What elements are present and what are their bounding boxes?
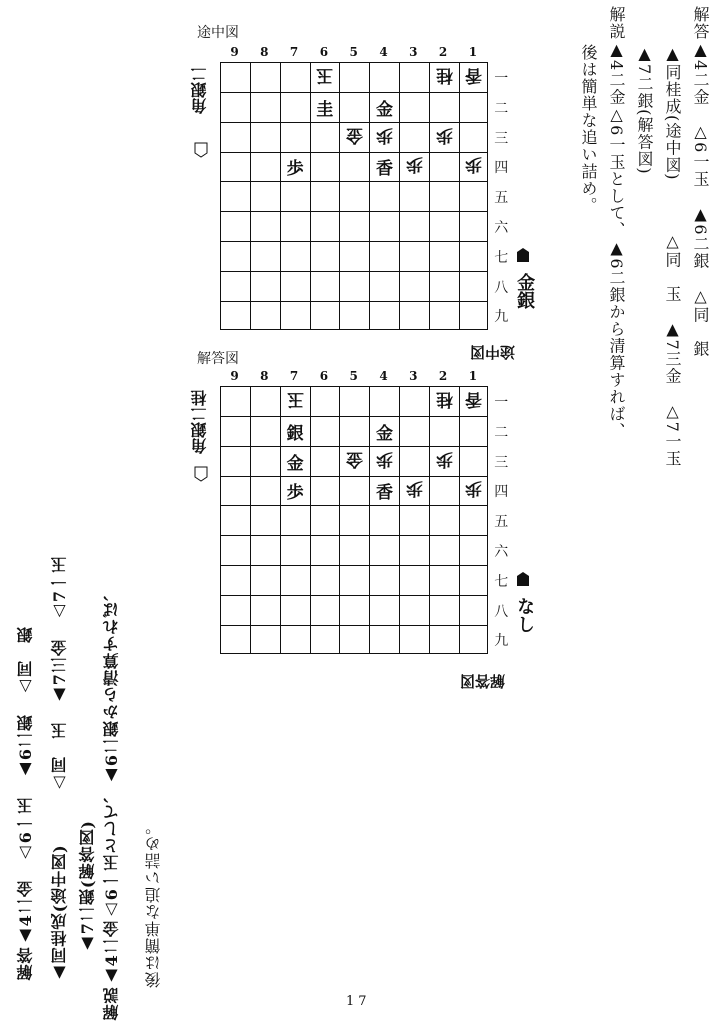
grid-line — [459, 63, 460, 329]
rank-number: 一 — [494, 71, 509, 87]
sente-mark-icon — [516, 571, 530, 587]
file-number: 6 — [319, 45, 329, 59]
grid-line — [459, 387, 460, 653]
rank-number: 二 — [494, 424, 509, 441]
rank-number: 七 — [494, 573, 509, 590]
file-number: 9 — [230, 45, 239, 59]
gote-hand: 角銀二 — [190, 66, 209, 114]
sente-hand: 金銀 — [514, 272, 536, 309]
grid-line — [280, 63, 281, 329]
rank-number: 六 — [494, 220, 509, 236]
file-number: 1 — [468, 369, 478, 383]
board-grid — [220, 386, 488, 654]
piece: 金 — [346, 124, 364, 145]
grid-line — [250, 387, 251, 653]
grid-line — [399, 387, 400, 653]
piece: 歩 — [435, 124, 453, 145]
page-number: 17 — [346, 994, 371, 1009]
piece: 香 — [465, 65, 483, 85]
file-number: 8 — [260, 45, 269, 59]
file-number: 7 — [289, 369, 299, 383]
piece: 香 — [465, 389, 483, 409]
rank-number: 六 — [494, 544, 509, 560]
mirror-line-1: 解答▲4二金 △6一玉 ▲6二銀 △同 銀 — [16, 626, 35, 981]
file-number: 3 — [409, 369, 418, 383]
grid-line — [429, 387, 430, 653]
grid-line — [221, 181, 487, 182]
piece: 香 — [376, 159, 393, 180]
grid-line — [221, 241, 487, 242]
sente-hand: なし — [514, 596, 536, 633]
solution-line-1: 解答▲4二金 △6一玉 ▲6二銀 △同 銀 — [691, 6, 710, 358]
mirror-line-4: 解説▲4二金△6一玉として、▲6二銀から清算すれば、 — [102, 584, 121, 1021]
rank-number: 四 — [494, 160, 509, 177]
gote-mark-icon — [194, 142, 208, 158]
commentary-line-1: 解説▲4二金△6一玉として、▲6二銀から清算すれば、 — [607, 6, 626, 440]
piece: 圭 — [316, 99, 334, 120]
piece: 銀 — [286, 423, 304, 444]
piece: 桂 — [435, 65, 453, 85]
board1-caption-inverted: 途中図 — [470, 343, 516, 361]
file-number: 9 — [230, 369, 239, 383]
piece: 歩 — [376, 124, 393, 145]
mirror-line-2: ▲同桂成(途中図) △同 玉 ▲7三金 △7一玉 — [50, 556, 69, 984]
file-number: 5 — [349, 369, 358, 383]
piece: 歩 — [465, 154, 483, 175]
commentary-line-2: 後は簡単な追い詰め。 — [579, 44, 598, 214]
piece: 金 — [376, 423, 393, 444]
solution-line-3: ▲7二銀(解答図) — [635, 44, 654, 175]
grid-line — [221, 92, 487, 93]
piece: 玉 — [286, 389, 304, 409]
rank-number: 三 — [494, 454, 509, 471]
rank-number: 七 — [494, 249, 509, 266]
solution-line-2: ▲同桂成(途中図) △同 玉 ▲7三金 △7一玉 — [663, 44, 682, 467]
rank-number: 五 — [494, 514, 509, 531]
piece: 歩 — [405, 478, 423, 499]
piece: 歩 — [435, 448, 453, 469]
grid-line — [221, 595, 487, 596]
rank-number: 二 — [494, 100, 509, 117]
grid-line — [339, 387, 340, 653]
file-number: 3 — [409, 45, 418, 59]
grid-line — [221, 535, 487, 536]
board2-caption-inverted: 解答図 — [460, 672, 506, 690]
grid-line — [250, 63, 251, 329]
grid-line — [221, 416, 487, 417]
mirror-line-5: 後は簡単な追い詰め。 — [144, 818, 163, 988]
file-number: 8 — [260, 369, 269, 383]
file-number: 2 — [438, 45, 448, 59]
piece: 歩 — [286, 483, 304, 504]
piece: 金 — [286, 453, 304, 474]
rank-number: 八 — [494, 279, 509, 296]
gote-mark-icon — [194, 466, 208, 482]
sente-mark-icon — [516, 247, 530, 263]
board-grid — [220, 62, 488, 330]
board1-title: 途中図 — [197, 25, 239, 41]
file-number: 6 — [319, 369, 329, 383]
mirror-line-3: ▲7二銀(解答図) — [78, 820, 97, 955]
grid-line — [221, 565, 487, 566]
gote-hand: 角銀二桂 — [190, 390, 209, 454]
piece: 歩 — [286, 159, 304, 180]
piece: 歩 — [465, 478, 483, 499]
rank-number: 九 — [494, 309, 509, 326]
grid-line — [221, 211, 487, 212]
piece: 金 — [346, 448, 364, 469]
piece: 歩 — [405, 154, 423, 175]
grid-line — [339, 63, 340, 329]
board2-title: 解答図 — [197, 351, 239, 367]
file-number: 4 — [379, 369, 388, 383]
piece: 歩 — [376, 448, 393, 469]
rank-number: 一 — [494, 395, 509, 411]
file-number: 4 — [379, 45, 388, 59]
piece: 桂 — [435, 389, 453, 409]
grid-line — [429, 63, 430, 329]
grid-line — [221, 271, 487, 272]
rank-number: 四 — [494, 484, 509, 501]
rank-number: 五 — [494, 190, 509, 207]
file-number: 7 — [289, 45, 299, 59]
file-number: 5 — [349, 45, 358, 59]
piece: 金 — [376, 99, 393, 120]
grid-line — [310, 387, 311, 653]
rank-number: 八 — [494, 603, 509, 620]
grid-line — [221, 625, 487, 626]
file-number: 1 — [468, 45, 478, 59]
grid-line — [221, 301, 487, 302]
grid-line — [399, 63, 400, 329]
grid-line — [221, 505, 487, 506]
file-number: 2 — [438, 369, 448, 383]
piece: 玉 — [316, 65, 334, 85]
rank-number: 九 — [494, 633, 509, 650]
piece: 香 — [376, 483, 393, 504]
rank-number: 三 — [494, 130, 509, 147]
